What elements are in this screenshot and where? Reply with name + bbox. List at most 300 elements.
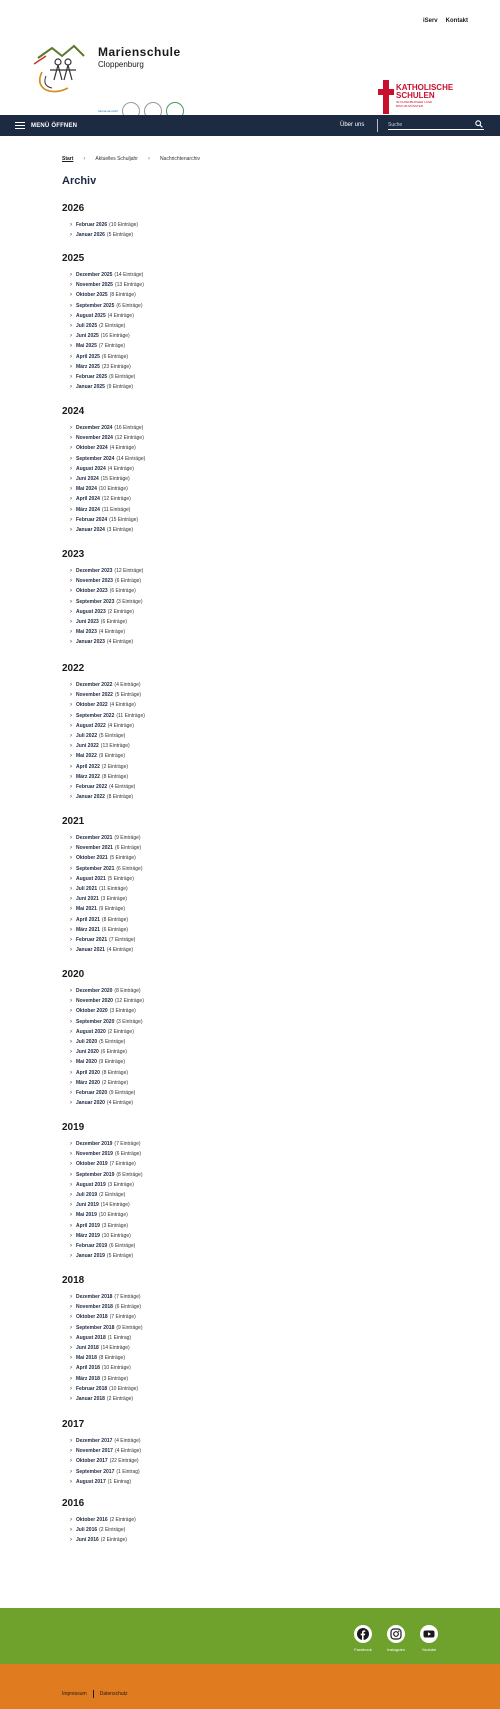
entry-count: (10 Einträge) — [101, 1365, 131, 1372]
month-list — [70, 986, 144, 1108]
list-item — [70, 1139, 142, 1149]
month-link[interactable]: Januar 2023 — [76, 639, 105, 646]
kontakt-link[interactable]: Kontakt — [445, 18, 468, 24]
entry-count: (2 Einträge) — [99, 1527, 126, 1534]
entry-count: (1 Eintrag) — [107, 1478, 132, 1485]
entry-count: (8 Einträge) — [106, 794, 134, 801]
list-item — [70, 1323, 142, 1333]
month-link[interactable]: Oktober 2019 — [76, 1161, 108, 1168]
list-item — [70, 566, 143, 576]
list-item — [70, 925, 142, 935]
list-item — [70, 833, 142, 843]
list-item — [70, 996, 144, 1006]
entry-count: (12 Einträge) — [101, 496, 131, 503]
month-link[interactable]: April 2024 — [76, 496, 100, 503]
month-link[interactable]: Juli 2025 — [76, 323, 98, 330]
month-link[interactable]: April 2022 — [76, 763, 100, 770]
school-logo-icon[interactable] — [32, 42, 90, 94]
chevron-right-icon: › — [70, 1181, 72, 1188]
list-item — [70, 617, 143, 627]
month-link[interactable]: November 2020 — [76, 998, 113, 1005]
month-link[interactable]: Januar 2026 — [76, 232, 105, 239]
entry-count: (9 Einträge) — [114, 835, 141, 842]
entry-count: (9 Einträge) — [106, 384, 134, 391]
chevron-right-icon: › — [70, 1334, 72, 1341]
chevron-right-icon: › — [70, 353, 72, 360]
month-link[interactable]: Dezember 2018 — [76, 1294, 113, 1301]
month-link[interactable]: Januar 2022 — [76, 794, 105, 801]
chevron-right-icon: › — [70, 753, 72, 760]
month-list — [70, 220, 138, 240]
month-link[interactable]: November 2024 — [76, 435, 113, 442]
month-link[interactable]: Juni 2024 — [76, 476, 99, 483]
month-link[interactable]: Juni 2016 — [76, 1537, 99, 1544]
entry-count: (3 Einträge) — [107, 1181, 134, 1188]
list-item — [70, 597, 143, 607]
datenschutz-link[interactable]: Datenschutz — [99, 1691, 128, 1697]
month-link[interactable]: Juli 2020 — [76, 1039, 98, 1046]
month-link[interactable]: Mai 2019 — [76, 1212, 97, 1219]
month-link[interactable]: März 2021 — [76, 926, 100, 933]
chevron-right-icon: › — [70, 835, 72, 842]
month-link[interactable]: Juli 2022 — [76, 733, 98, 740]
month-link[interactable]: Mai 2025 — [76, 343, 97, 350]
entry-count: (8 Einträge) — [98, 1355, 125, 1362]
month-list — [70, 423, 145, 535]
month-link[interactable]: Oktober 2022 — [76, 702, 108, 709]
entry-count: (4 Einträge) — [107, 722, 134, 729]
entry-count: (9 Einträge) — [109, 1089, 136, 1096]
chevron-right-icon: › — [70, 1028, 72, 1035]
month-link[interactable]: September 2017 — [76, 1468, 115, 1475]
month-link[interactable]: November 2021 — [76, 845, 113, 852]
list-item — [70, 782, 145, 792]
month-link[interactable]: Mai 2024 — [76, 486, 97, 493]
chevron-right-icon: › — [70, 486, 72, 493]
entry-count: (9 Einträge) — [98, 1059, 125, 1066]
chevron-right-icon: › — [70, 323, 72, 330]
entry-count: (2 Einträge) — [107, 1028, 134, 1035]
menu-label: MENÜ ÖFFNEN — [31, 122, 78, 129]
list-item — [70, 321, 144, 331]
chevron-right-icon: › — [70, 886, 72, 893]
month-link[interactable]: August 2021 — [76, 875, 106, 882]
chevron-right-icon: › — [70, 896, 72, 903]
entry-count: (3 Einträge) — [101, 1375, 129, 1382]
list-item — [70, 741, 145, 751]
chevron-right-icon: › — [70, 496, 72, 503]
entry-count: (3 Einträge) — [116, 598, 143, 605]
month-link[interactable]: Februar 2019 — [76, 1242, 108, 1249]
month-list — [70, 1436, 141, 1487]
month-link[interactable]: Januar 2021 — [76, 947, 105, 954]
chevron-right-icon: › — [70, 988, 72, 995]
school-name-line1: Marienschule — [98, 45, 181, 59]
breadcrumb — [62, 156, 200, 162]
entry-count: (8 Einträge) — [101, 916, 129, 923]
entry-count: (15 Einträge) — [109, 516, 139, 523]
entry-count: (7 Einträge) — [109, 1314, 136, 1321]
year-heading: 2025 — [62, 253, 85, 264]
kath-line1: KATHOLISCHE — [396, 83, 454, 92]
entry-count: (4 Einträge) — [106, 947, 134, 954]
entry-count: (1 Eintrag) — [116, 1468, 140, 1475]
month-link[interactable]: September 2019 — [76, 1171, 115, 1178]
month-link[interactable]: März 2019 — [76, 1232, 100, 1239]
instagram-icon — [390, 1628, 402, 1640]
month-link[interactable]: Dezember 2019 — [76, 1141, 113, 1148]
month-link[interactable]: Juni 2023 — [76, 619, 99, 626]
year-heading: 2026 — [62, 203, 85, 214]
chevron-right-icon: › — [70, 333, 72, 340]
list-item — [70, 711, 145, 721]
entry-count: (23 Einträge) — [101, 363, 131, 370]
chevron-right-icon: › — [70, 445, 72, 452]
month-link[interactable]: August 2017 — [76, 1478, 106, 1485]
chevron-right-icon: › — [70, 1161, 72, 1168]
chevron-right-icon: › — [70, 682, 72, 689]
month-link[interactable]: Dezember 2017 — [76, 1438, 113, 1445]
entry-count: (6 Einträge) — [109, 1242, 136, 1249]
facebook-label: Facebook — [354, 1647, 372, 1652]
chevron-right-icon: › — [70, 1468, 72, 1475]
page-title: Archiv — [62, 175, 97, 187]
list-item — [70, 986, 144, 996]
list-item — [70, 853, 142, 863]
month-link[interactable]: November 2018 — [76, 1304, 113, 1311]
month-link[interactable]: April 2025 — [76, 353, 100, 360]
month-link[interactable]: Dezember 2021 — [76, 835, 113, 842]
chevron-right-icon: › — [70, 733, 72, 740]
month-link[interactable]: Februar 2020 — [76, 1089, 108, 1096]
list-item — [70, 1210, 142, 1220]
month-link[interactable]: Mai 2020 — [76, 1059, 97, 1066]
entry-count: (4 Einträge) — [107, 465, 134, 472]
month-link[interactable]: Januar 2020 — [76, 1100, 105, 1107]
entry-count: (12 Einträge) — [114, 998, 144, 1005]
entry-count: (9 Einträge) — [109, 373, 136, 380]
chevron-right-icon: › — [70, 312, 72, 319]
entry-count: (4 Einträge) — [107, 312, 134, 319]
entry-count: (11 Einträge) — [116, 712, 145, 719]
month-link[interactable]: Juni 2021 — [76, 896, 99, 903]
chevron-right-icon: › — [70, 232, 72, 239]
list-item — [70, 331, 144, 341]
chevron-right-icon: › — [70, 343, 72, 350]
list-item — [70, 637, 143, 647]
search-input[interactable] — [388, 120, 470, 129]
entry-count: (6 Einträge) — [101, 926, 129, 933]
month-link[interactable]: September 2021 — [76, 865, 115, 872]
month-link[interactable]: Oktober 2017 — [76, 1458, 108, 1465]
month-link[interactable]: November 2019 — [76, 1151, 113, 1158]
year-heading: 2022 — [62, 663, 85, 674]
month-link[interactable]: August 2022 — [76, 722, 106, 729]
facebook-icon — [357, 1628, 369, 1640]
list-item — [70, 1384, 142, 1394]
month-link[interactable]: Februar 2022 — [76, 783, 108, 790]
chevron-right-icon: › — [70, 598, 72, 605]
entry-count: (4 Einträge) — [109, 445, 136, 452]
month-link[interactable]: April 2021 — [76, 916, 100, 923]
chevron-right-icon: › — [70, 1079, 72, 1086]
entry-count: (15 Einträge) — [100, 476, 130, 483]
month-link[interactable]: September 2025 — [76, 302, 115, 309]
entry-count: (6 Einträge) — [114, 845, 142, 852]
month-link[interactable]: April 2018 — [76, 1365, 100, 1372]
list-item — [70, 1149, 142, 1159]
about-link[interactable]: Über uns — [340, 122, 365, 128]
chevron-right-icon: › — [70, 1304, 72, 1311]
month-link[interactable]: Februar 2018 — [76, 1385, 108, 1392]
chevron-right-icon: › — [70, 272, 72, 279]
chevron-right-icon: › — [70, 435, 72, 442]
month-link[interactable]: August 2024 — [76, 465, 106, 472]
month-link[interactable]: Juli 2016 — [76, 1527, 98, 1534]
month-link[interactable]: Oktober 2020 — [76, 1008, 108, 1015]
month-link[interactable]: August 2020 — [76, 1028, 106, 1035]
month-link[interactable]: Juni 2018 — [76, 1345, 99, 1352]
kath-line3: IM OLDENBURGER LAND — [396, 100, 433, 104]
list-item — [70, 1159, 142, 1169]
chevron-right-icon: › — [70, 619, 72, 626]
entry-count: (8 Einträge) — [109, 292, 136, 299]
entry-count: (10 Einträge) — [98, 486, 128, 493]
list-item — [70, 864, 142, 874]
month-link[interactable]: Juni 2020 — [76, 1049, 99, 1056]
list-item — [70, 1241, 142, 1251]
month-link[interactable]: Dezember 2022 — [76, 682, 113, 689]
month-link[interactable]: Januar 2019 — [76, 1253, 105, 1260]
list-item — [70, 1251, 142, 1261]
entry-count: (2 Einträge) — [109, 1517, 136, 1524]
chevron-right-icon: › — [70, 1100, 72, 1107]
entry-count: (14 Einträge) — [116, 455, 146, 462]
month-link[interactable]: Dezember 2024 — [76, 425, 113, 432]
school-name-line2: Cloppenburg — [98, 60, 144, 69]
year-heading: 2016 — [62, 1498, 85, 1509]
month-link[interactable]: August 2019 — [76, 1181, 106, 1188]
month-link[interactable]: März 2025 — [76, 363, 100, 370]
entry-count: (2 Einträge) — [106, 1395, 134, 1402]
chevron-right-icon: › — [70, 639, 72, 646]
chevron-right-icon: › — [70, 578, 72, 585]
chevron-right-icon: › — [70, 1517, 72, 1524]
month-link[interactable]: März 2020 — [76, 1079, 100, 1086]
month-link[interactable]: März 2022 — [76, 773, 100, 780]
list-item — [70, 1456, 141, 1466]
entry-count: (4 Einträge) — [114, 682, 141, 689]
search-box — [388, 120, 484, 130]
month-link[interactable]: Mai 2023 — [76, 629, 97, 636]
entry-count: (3 Einträge) — [116, 1018, 143, 1025]
chevron-right-icon: › — [70, 465, 72, 472]
month-link[interactable]: August 2023 — [76, 608, 106, 615]
month-link[interactable]: September 2023 — [76, 598, 115, 605]
month-link[interactable]: November 2017 — [76, 1448, 113, 1455]
breadcrumb-item[interactable]: Aktuelles Schuljahr — [95, 156, 138, 162]
chevron-right-icon: › — [70, 1171, 72, 1178]
impressum-link[interactable]: Impressum — [62, 1691, 87, 1697]
list-item — [70, 1535, 136, 1545]
month-link[interactable]: Oktober 2016 — [76, 1517, 108, 1524]
month-link[interactable]: April 2020 — [76, 1069, 100, 1076]
entry-count: (6 Einträge) — [114, 1304, 142, 1311]
chevron-right-icon: › — [70, 855, 72, 862]
year-heading: 2018 — [62, 1275, 85, 1286]
kath-line4: BISTUM MÜNSTER — [396, 104, 423, 108]
list-item — [70, 1353, 142, 1363]
month-link[interactable]: November 2023 — [76, 578, 113, 585]
menu-open-button[interactable] — [15, 122, 77, 129]
chevron-right-icon: › — [70, 588, 72, 595]
list-item — [70, 1374, 142, 1384]
list-item — [70, 945, 142, 955]
breadcrumb-start[interactable]: Start — [62, 156, 74, 162]
chevron-right-icon: › — [70, 302, 72, 309]
month-link[interactable]: Mai 2021 — [76, 906, 97, 913]
entry-count: (2 Einträge) — [100, 1537, 127, 1544]
month-link[interactable]: Dezember 2025 — [76, 272, 113, 279]
entry-count: (5 Einträge) — [106, 1253, 134, 1260]
month-link[interactable]: April 2019 — [76, 1222, 100, 1229]
year-block — [62, 549, 143, 648]
chevron-right-icon: › — [70, 1458, 72, 1465]
school-name[interactable] — [98, 45, 181, 69]
list-item — [70, 904, 142, 914]
year-heading: 2017 — [62, 1419, 85, 1430]
list-item — [70, 935, 142, 945]
chevron-right-icon: › — [70, 425, 72, 432]
entry-count: (3 Einträge) — [106, 526, 134, 533]
month-link[interactable]: Januar 2025 — [76, 384, 105, 391]
month-link[interactable]: Juni 2022 — [76, 743, 99, 750]
list-item — [70, 1057, 144, 1067]
month-link[interactable]: Januar 2024 — [76, 526, 105, 533]
entry-count: (10 Einträge) — [109, 222, 139, 229]
entry-count: (5 Einträge) — [109, 855, 136, 862]
katholische-schulen-logo[interactable] — [378, 80, 460, 114]
list-item — [70, 1292, 142, 1302]
year-block — [62, 1122, 142, 1261]
month-link[interactable]: Oktober 2025 — [76, 292, 108, 299]
month-link[interactable]: Oktober 2018 — [76, 1314, 108, 1321]
entry-count: (4 Einträge) — [109, 783, 136, 790]
chevron-right-icon: › — [70, 947, 72, 954]
youtube-link[interactable] — [409, 1625, 449, 1652]
entry-count: (3 Einträge) — [100, 896, 127, 903]
list-item — [70, 607, 143, 617]
month-link[interactable]: Mai 2018 — [76, 1355, 97, 1362]
chevron-right-icon: › — [70, 282, 72, 289]
entry-count: (5 Einträge) — [107, 875, 134, 882]
list-item — [70, 751, 145, 761]
list-item — [70, 700, 145, 710]
list-item — [70, 474, 145, 484]
list-item — [70, 1363, 142, 1373]
month-link[interactable]: Februar 2024 — [76, 516, 108, 523]
list-item — [70, 280, 144, 290]
chevron-right-icon: › — [70, 292, 72, 299]
month-link[interactable]: Dezember 2020 — [76, 988, 113, 995]
month-link[interactable]: Mai 2022 — [76, 753, 97, 760]
iserv-link[interactable]: iServ — [422, 18, 438, 24]
chevron-right-icon: › — [70, 1395, 72, 1402]
list-item — [70, 874, 142, 884]
search-icon[interactable] — [475, 120, 483, 128]
list-item — [70, 762, 145, 772]
month-list — [70, 680, 145, 802]
year-block — [62, 1275, 142, 1404]
year-block — [62, 969, 144, 1108]
month-link[interactable]: Januar 2018 — [76, 1395, 105, 1402]
list-item — [70, 792, 145, 802]
year-heading: 2020 — [62, 969, 85, 980]
month-link[interactable]: Dezember 2023 — [76, 568, 113, 575]
month-link[interactable]: Juli 2019 — [76, 1192, 98, 1199]
list-item — [70, 311, 144, 321]
month-link[interactable]: Oktober 2021 — [76, 855, 108, 862]
month-link[interactable]: August 2018 — [76, 1334, 106, 1341]
month-link[interactable]: März 2024 — [76, 506, 100, 513]
month-link[interactable]: Juni 2025 — [76, 333, 99, 340]
month-link[interactable]: September 2018 — [76, 1324, 115, 1331]
entry-count: (7 Einträge) — [109, 936, 136, 943]
month-link[interactable]: Februar 2026 — [76, 222, 108, 229]
month-link[interactable]: März 2018 — [76, 1375, 100, 1382]
entry-count: (4 Einträge) — [106, 1100, 134, 1107]
month-link[interactable]: September 2020 — [76, 1018, 115, 1025]
year-heading: 2023 — [62, 549, 85, 560]
list-item — [70, 1446, 141, 1456]
month-link[interactable]: November 2025 — [76, 282, 113, 289]
entry-count: (8 Einträge) — [101, 773, 129, 780]
entry-count: (10 Einträge) — [98, 1212, 128, 1219]
entry-count: (14 Einträge) — [100, 1202, 130, 1209]
month-link[interactable]: September 2024 — [76, 455, 115, 462]
month-link[interactable]: Juli 2021 — [76, 886, 98, 893]
entry-count: (10 Einträge) — [101, 1232, 131, 1239]
month-link[interactable]: Oktober 2023 — [76, 588, 108, 595]
chevron-right-icon: › — [70, 608, 72, 615]
entry-count: (13 Einträge) — [114, 282, 144, 289]
list-item — [70, 1515, 136, 1525]
list-item — [70, 721, 145, 731]
list-item — [70, 772, 145, 782]
month-link[interactable]: Februar 2021 — [76, 936, 108, 943]
month-list — [70, 270, 144, 392]
chevron-right-icon: › — [70, 516, 72, 523]
entry-count: (22 Einträge) — [109, 1458, 139, 1465]
list-item — [70, 525, 145, 535]
list-item — [70, 1467, 141, 1477]
month-link[interactable]: November 2022 — [76, 692, 113, 699]
month-link[interactable]: Februar 2025 — [76, 373, 108, 380]
list-item — [70, 586, 143, 596]
list-item — [70, 372, 144, 382]
chevron-right-icon: › — [70, 1345, 72, 1352]
month-link[interactable]: September 2022 — [76, 712, 115, 719]
chevron-right-icon: › — [70, 1365, 72, 1372]
chevron-right-icon: › — [70, 773, 72, 780]
list-item — [70, 1343, 142, 1353]
list-item — [70, 1017, 144, 1027]
entry-count: (4 Einträge) — [98, 629, 125, 636]
month-link[interactable]: Juni 2019 — [76, 1202, 99, 1209]
month-link[interactable]: Oktober 2024 — [76, 445, 108, 452]
month-link[interactable]: August 2025 — [76, 312, 106, 319]
chevron-right-icon: › — [70, 1018, 72, 1025]
